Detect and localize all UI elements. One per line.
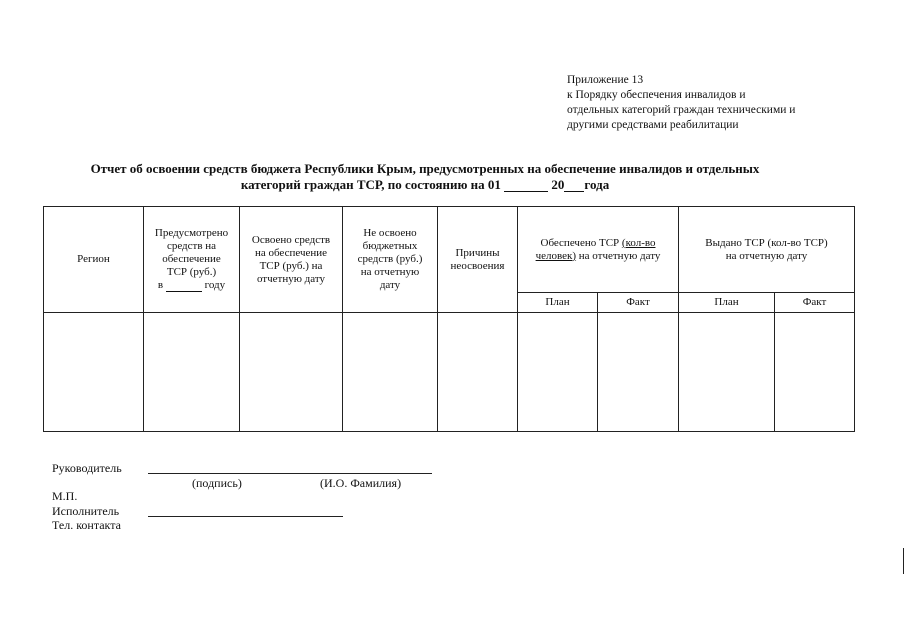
col-planned (144, 207, 240, 313)
provided-line-1 (520, 237, 676, 250)
table-cell-reasons (438, 313, 518, 432)
planned-year-prefix: в (157, 279, 164, 291)
appendix-line-3: отдельных категорий граждан техническими и (567, 104, 796, 116)
col-region: Регион (44, 207, 144, 313)
unspent-line-2: бюджетных (362, 240, 418, 252)
appendix-line-1: Приложение 13 (567, 74, 644, 86)
col-reasons (438, 207, 518, 313)
table-row (44, 313, 855, 432)
subcol-provided-plan: План (518, 293, 598, 313)
executor-label: Исполнитель (52, 504, 120, 518)
issued-line-1: Выдано ТСР (кол-во ТСР) (705, 236, 828, 249)
spent-line-3: ТСР (руб.) на (259, 259, 323, 272)
report-title-year-word: года (584, 177, 610, 192)
table-cell-provided-fact (598, 313, 679, 432)
subcol-provided-fact: Факт (598, 293, 679, 313)
signature-caption: (подпись) (192, 476, 242, 490)
table-cell-spent (240, 313, 343, 432)
report-title (40, 161, 810, 193)
reasons-line-2: неосвоения (450, 259, 505, 272)
table-cell-planned (144, 313, 240, 432)
date-blank (504, 179, 548, 192)
table-header-row (44, 207, 855, 293)
year-prefix: 20 (551, 177, 565, 192)
provided-underlined-2: человек) (535, 249, 577, 262)
provided-prefix: Обеспечено ТСР (540, 236, 620, 249)
name-caption: (И.О. Фамилия) (320, 476, 402, 490)
subcol-issued-fact: Факт (775, 293, 855, 313)
appendix-line-2: к Порядку обеспечения инвалидов и (567, 89, 746, 101)
unspent-line-1: Не освоено (363, 227, 417, 239)
report-title-line-2-prefix: категорий граждан ТСР, по состоянию на 01 (240, 177, 501, 192)
spent-line-2: на обеспечение (254, 246, 328, 259)
provided-underlined-1: (кол-во (621, 236, 656, 249)
head-label: Руководитель (52, 461, 122, 475)
executor-signature-line (148, 516, 343, 517)
stamp-label: М.П. (52, 489, 78, 503)
planned-line-4: ТСР (руб.) (166, 266, 217, 278)
col-spent (240, 207, 343, 313)
planned-year-blank (166, 279, 202, 292)
page-edge-mark (903, 548, 904, 574)
table-cell-region (44, 313, 144, 432)
unspent-line-3: средств (руб.) (357, 253, 423, 265)
provided-line-2 (520, 250, 676, 263)
phone-label: Тел. контакта (52, 518, 121, 532)
col-issued (679, 207, 855, 293)
planned-line-1: Предусмотрено (154, 227, 229, 239)
year-blank (564, 179, 584, 192)
table-cell-provided-plan (518, 313, 598, 432)
planned-line-3: обеспечение (162, 253, 221, 265)
spent-line-4: отчетную дату (256, 272, 326, 285)
planned-line-5 (146, 279, 237, 292)
table-cell-unspent (343, 313, 438, 432)
spent-line-1: Освоено средств (251, 233, 331, 246)
appendix-line-4: другими средствами реабилитации (567, 119, 739, 131)
col-unspent (343, 207, 438, 313)
planned-line-2: средств на (166, 240, 217, 252)
head-signature-line (148, 473, 432, 474)
reasons-line-1: Причины (455, 246, 500, 259)
provided-suffix: на отчетную дату (578, 249, 661, 262)
report-title-line-2 (40, 177, 810, 193)
unspent-line-4: на отчетную (360, 266, 420, 278)
appendix-block (567, 73, 795, 133)
issued-line-2: на отчетную дату (725, 249, 808, 262)
planned-year-suffix: году (204, 279, 226, 291)
col-provided (518, 207, 679, 293)
report-title-line-1: Отчет об освоении средств бюджета Республики Крым, предусмотренных на обеспечение инвалидов и отдельных (90, 161, 760, 176)
table-cell-issued-plan (679, 313, 775, 432)
table-cell-issued-fact (775, 313, 855, 432)
subcol-issued-plan: План (679, 293, 775, 313)
report-table (43, 206, 855, 432)
unspent-line-5: дату (379, 279, 401, 291)
